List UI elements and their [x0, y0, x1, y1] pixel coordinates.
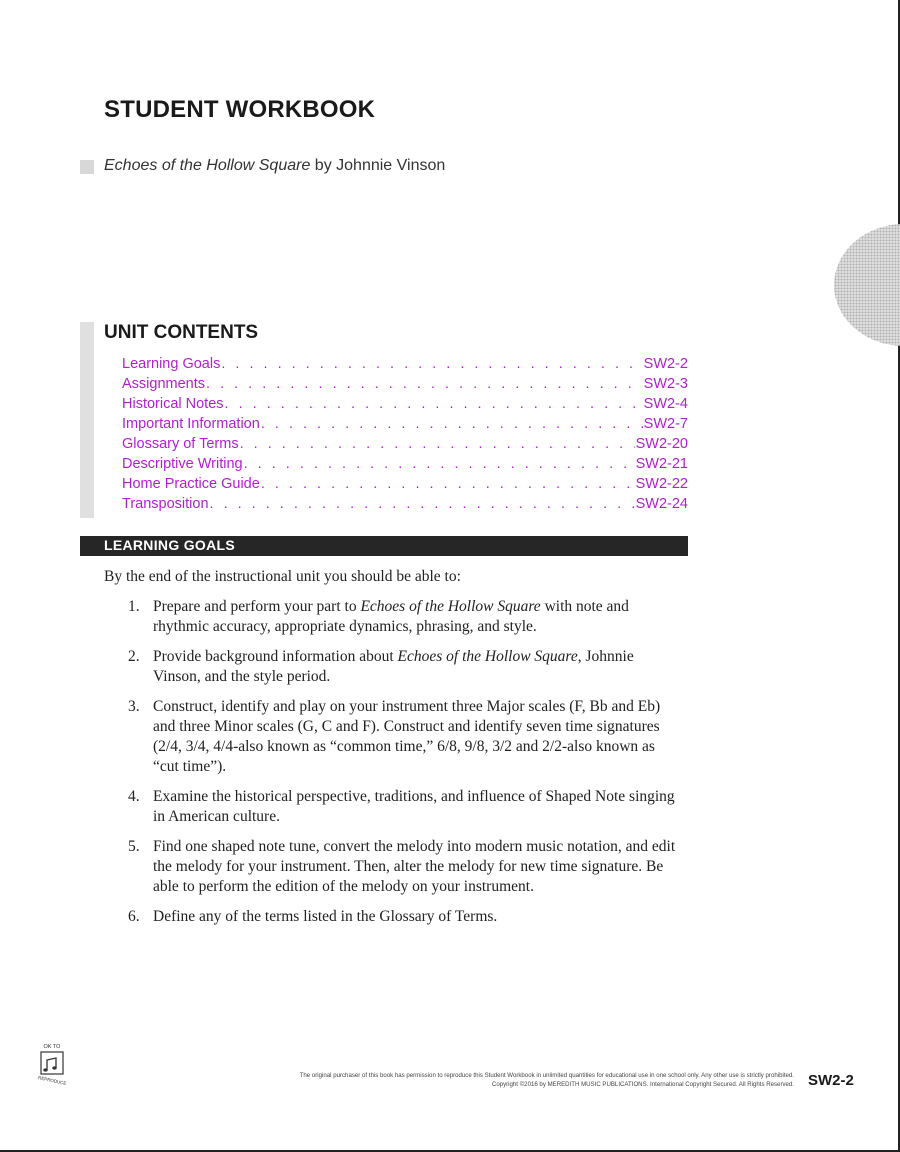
learning-goals-intro: By the end of the instructional unit you should be able to:: [104, 568, 461, 585]
icon-text-bottom: REPRODUCE: [37, 1075, 67, 1086]
goal-number: 1.: [128, 598, 140, 615]
toc-link[interactable]: [122, 436, 688, 456]
toc-page: SW2-24: [635, 496, 688, 512]
page-title: STUDENT WORKBOOK: [104, 96, 376, 123]
toc-link[interactable]: [122, 396, 688, 416]
learning-goal-item: [128, 787, 680, 827]
goal-text: [153, 837, 680, 897]
toc-label: Home Practice Guide: [122, 476, 260, 492]
page-number: SW2-2: [808, 1072, 854, 1089]
goal-text-part: , Johnnie Vinson, and the style period.: [153, 648, 634, 685]
goal-text-part: with note and rhythmic accuracy, appropriate dynamics, phrasing, and style.: [153, 598, 629, 635]
toc-page: SW2-20: [635, 436, 688, 452]
learning-goals-list: [128, 597, 680, 927]
toc-page: SW2-3: [643, 376, 688, 392]
toc-page: SW2-22: [635, 476, 688, 492]
toc-link[interactable]: [122, 356, 688, 376]
toc-leader-dots: [206, 376, 643, 392]
toc-link[interactable]: [122, 456, 688, 476]
goal-number: 2.: [128, 648, 140, 665]
toc-link[interactable]: [122, 416, 688, 436]
toc-label: Important Information: [122, 416, 260, 432]
footer-copyright: [80, 1071, 794, 1089]
goal-text-italic: Echoes of the Hollow Square: [360, 598, 541, 615]
goal-text-part: Examine the historical perspective, traditions, and influence of Shaped Note singing in American culture.: [153, 788, 675, 825]
toc-leader-dots: [240, 436, 635, 452]
goal-text: [153, 647, 680, 687]
subtitle-composer: by Johnnie Vinson: [314, 157, 446, 174]
learning-goals-heading: LEARNING GOALS: [104, 537, 235, 553]
footer-copyright-line: Copyright ©2016 by MEREDITH MUSIC PUBLICATIONS. International Copyright Secured. All Rights Reserved.: [491, 1081, 794, 1088]
decorative-dot-circle: [834, 224, 900, 346]
toc-label: Assignments: [122, 376, 206, 392]
subtitle: [104, 157, 445, 175]
goal-number: 6.: [128, 908, 140, 925]
toc-page: SW2-7: [643, 416, 688, 432]
goal-number: 5.: [128, 838, 140, 855]
goal-text: [153, 907, 680, 927]
toc-link[interactable]: [122, 496, 688, 516]
unit-contents-heading: UNIT CONTENTS: [104, 322, 259, 343]
toc-leader-dots: [261, 416, 643, 432]
toc-label: Transposition: [122, 496, 209, 512]
toc-label: Historical Notes: [122, 396, 224, 412]
footer-permission-line: The original purchaser of this book has permission to reproduce this Student Workbook in unlimited quantities for educational use in one school only. Any other use is strictly prohibited.: [299, 1072, 794, 1079]
toc-leader-dots: [225, 396, 643, 412]
goal-number: 3.: [128, 698, 140, 715]
goal-text-italic: Echoes of the Hollow Square: [397, 648, 578, 665]
goal-number: 4.: [128, 788, 140, 805]
toc-label: Glossary of Terms: [122, 436, 239, 452]
learning-goal-item: [128, 647, 680, 687]
toc-page: SW2-4: [643, 396, 688, 412]
unit-contents-side-bar: [80, 322, 94, 518]
toc-label: Descriptive Writing: [122, 456, 243, 472]
toc-link[interactable]: [122, 476, 688, 496]
goal-text-part: Provide background information about: [153, 648, 398, 665]
toc-leader-dots: [210, 496, 635, 512]
learning-goal-item: [128, 837, 680, 897]
goal-text-part: Prepare and perform your part to: [153, 598, 361, 615]
goal-text-part: Define any of the terms listed in the Glossary of Terms.: [153, 908, 498, 925]
toc-label: Learning Goals: [122, 356, 221, 372]
subtitle-work-title: Echoes of the Hollow Square: [104, 157, 311, 174]
learning-goal-item: [128, 597, 680, 637]
toc-leader-dots: [221, 356, 642, 372]
toc-leader-dots: [244, 456, 635, 472]
goal-text: [153, 597, 680, 637]
table-of-contents: [122, 356, 688, 516]
toc-link[interactable]: [122, 376, 688, 396]
goal-text-part: Construct, identify and play on your instrument three Major scales (F, Bb and Eb) and three Minor scales (G, C and F). Construct and identify seven time signatures (2/4, 3/4, 4/4-also known as “common time,” 6/8, 9/8, 3/2 and 2/2-also known as “cut time”).: [153, 698, 661, 775]
learning-goal-item: [128, 697, 680, 777]
goal-text-part: Find one shaped note tune, convert the melody into modern music notation, and edit the melody for your instrument. Then, alter the melody for new time signature. Be able to perform the edition of the melody on your instrument.: [153, 838, 676, 895]
icon-text-top: OK TO: [43, 1044, 61, 1050]
toc-leader-dots: [261, 476, 635, 492]
learning-goal-item: [128, 907, 680, 927]
toc-page: SW2-21: [635, 456, 688, 472]
toc-page: SW2-2: [643, 356, 688, 372]
ok-to-reproduce-icon: [32, 1040, 72, 1088]
goal-text: [153, 787, 680, 827]
goal-text: [153, 697, 680, 777]
subtitle-marker: [80, 160, 94, 174]
